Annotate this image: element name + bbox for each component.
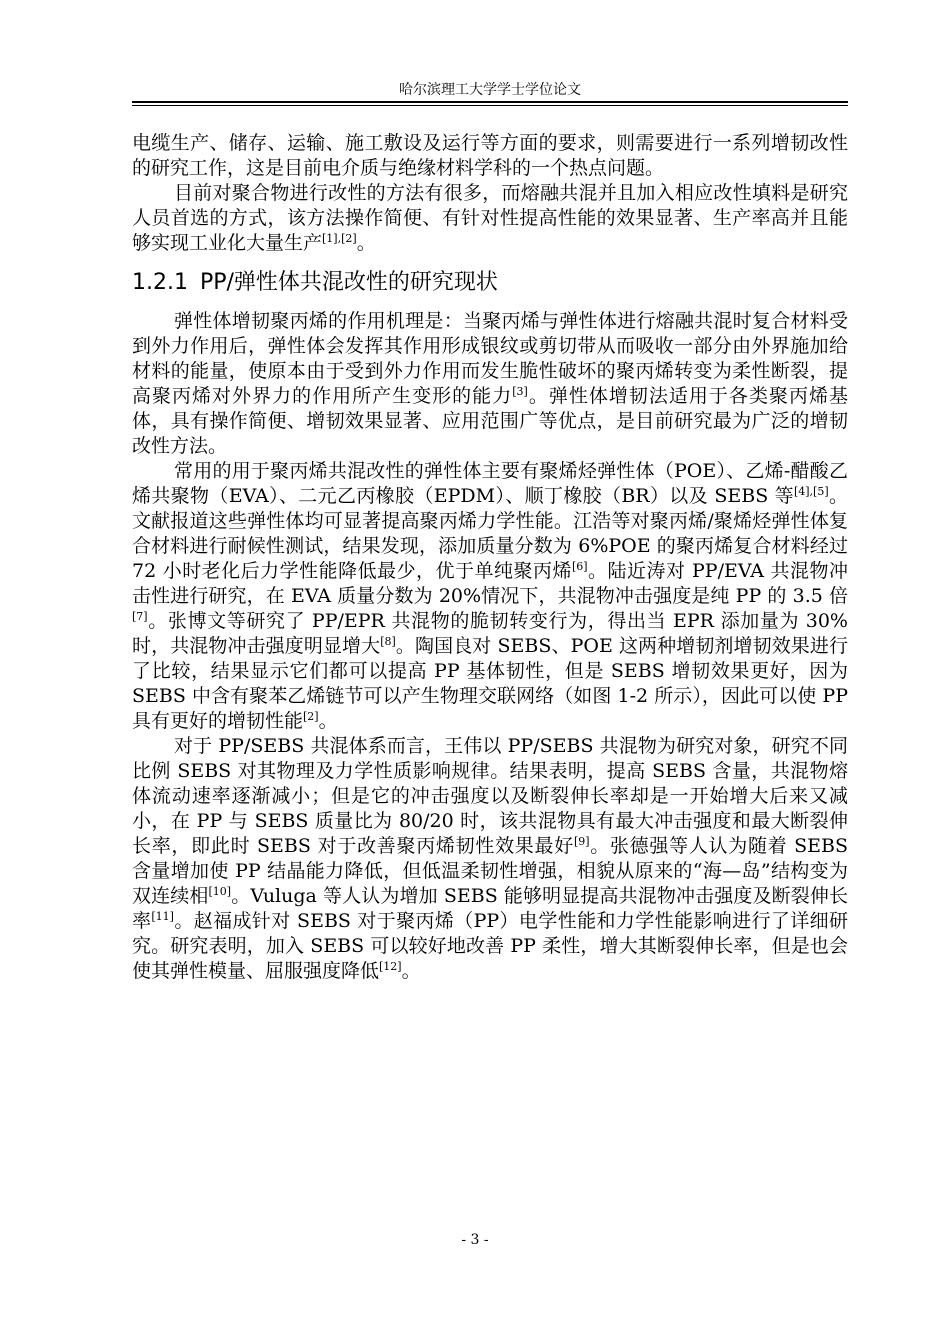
- citation-ref: [1],[2]: [322, 232, 357, 245]
- citation-ref: [12]: [379, 960, 402, 973]
- page-number: - 3 -: [461, 1232, 489, 1248]
- header-rule-thick: [132, 101, 848, 103]
- citation-ref: [6]: [571, 560, 588, 573]
- paragraph: [132, 181, 848, 256]
- citation-ref: [7]: [132, 610, 148, 623]
- citation-ref: [4],[5]: [793, 485, 829, 498]
- section-title: PP/弹性体共混改性的研究现状: [199, 270, 498, 295]
- paragraph: [132, 459, 848, 734]
- text-run: 。张博文等研究了 PP/EPR 共混物的脆韧转变行为，得出当 EPR 添加量为 30%时，共混物冲击强度明显增大: [132, 610, 848, 657]
- page-body: [132, 131, 848, 984]
- text-run: 。: [356, 232, 376, 254]
- citation-ref: [2]: [303, 710, 319, 723]
- text-run: 。: [318, 710, 338, 732]
- text-run: 。陶国良对 SEBS、POE 这两种增韧剂增韧效果进行了比较，结果显示它们都可以提高 PP 基体韧性，但是 SEBS 增韧效果更好，因为 SEBS 中含有聚苯乙烯链节可以产生物理交联网络（如图 1-2 所示），因此可以使 PP 具有更好的增韧性能: [132, 635, 848, 732]
- running-header: 哈尔滨理工大学学士学位论文: [399, 82, 581, 98]
- paragraph: [132, 131, 848, 181]
- paragraph: [132, 309, 848, 459]
- citation-ref: [9]: [573, 835, 590, 848]
- text-run: 。弹性体增韧法适用于各类聚丙烯基体，具有操作简便、增韧效果显著、应用范围广等优点，是目前研究最为广泛的增韧改性方法。: [132, 385, 848, 457]
- text-run: 常用的用于聚丙烯共混改性的弹性体主要有聚烯烃弹性体（POE）、乙烯-醋酸乙烯共聚物（EVA）、二元乙丙橡胶（EPDM）、顺丁橡胶（BR）以及 SEBS 等: [132, 460, 848, 507]
- citation-ref: [8]: [380, 635, 396, 648]
- citation-ref: [10]: [208, 885, 232, 898]
- section-heading: [132, 265, 848, 301]
- text-run: 。: [401, 960, 421, 982]
- text-run: 。赵福成针对 SEBS 对于聚丙烯（PP）电学性能和力学性能影响进行了详细研究。研究表明，加入 SEBS 可以较好地改善 PP 柔性，增大其断裂伸长率，但是也会使其弹性模量、屈服强度降低: [132, 910, 848, 982]
- citation-ref: [11]: [151, 910, 174, 923]
- text-run: 。张德强等人认为随着 SEBS 含量增加使 PP 结晶能力降低，但低温柔韧性增强，相貌从原来的“海—岛”结构变为双连续相: [132, 835, 848, 907]
- paragraph: [132, 734, 848, 984]
- text-run: 对于 PP/SEBS 共混体系而言，王伟以 PP/SEBS 共混物为研究对象，研究不同比例 SEBS 对其物理及力学性质影响规律。结果表明，提高 SEBS 含量，共混物熔体流动速率逐渐减小；但是它的冲击强度以及断裂伸长率却是一开始增大后来又减小，在 PP 与 SEBS 质量比为 80/20 时，该共混物具有最大冲击强度和最大断裂伸长率，即此时 SEBS 对于改善聚丙烯韧性效果最好: [132, 735, 848, 857]
- text-run: 。陆近涛对 PP/EVA 共混物冲击性进行研究，在 EVA 质量分数为 20%情况下，共混物冲击强度是纯 PP 的 3.5 倍: [132, 560, 849, 607]
- text-run: 。Vuluga 等人认为增加 SEBS 能够明显提高共混物冲击强度及断裂伸长率: [132, 885, 848, 932]
- text-run: 。文献报道这些弹性体均可显著提高聚丙烯力学性能。江浩等对聚丙烯/聚烯烃弹性体复合材料进行耐候性测试，结果发现，添加质量分数为 6%POE 的聚丙烯复合材料经过 72 小时老化后力学性能降低最少，优于单纯聚丙烯: [132, 485, 848, 582]
- citation-ref: [3]: [512, 385, 528, 398]
- text-run: 目前对聚合物进行改性的方法有很多，而熔融共混并且加入相应改性填料是研究人员首选的方式，该方法操作简便、有针对性提高性能的效果显著、生产率高并且能够实现工业化大量生产: [132, 182, 848, 254]
- text-run: 电缆生产、储存、运输、施工敷设及运行等方面的要求，则需要进行一系列增韧改性的研究工作，这是目前电介质与绝缘材料学科的一个热点问题。: [132, 132, 848, 179]
- text-run: 弹性体增韧聚丙烯的作用机理是：当聚丙烯与弹性体进行熔融共混时复合材料受到外力作用后，弹性体会发挥其作用形成银纹或剪切带从而吸收一部分由外界施加给材料的能量，使原本由于受到外力作用而发生脆性破坏的聚丙烯转变为柔性断裂，提高聚丙烯对外界力的作用所产生变形的能力: [132, 310, 848, 407]
- section-number: 1.2.1: [132, 270, 188, 295]
- header-rule-thin: [132, 105, 848, 106]
